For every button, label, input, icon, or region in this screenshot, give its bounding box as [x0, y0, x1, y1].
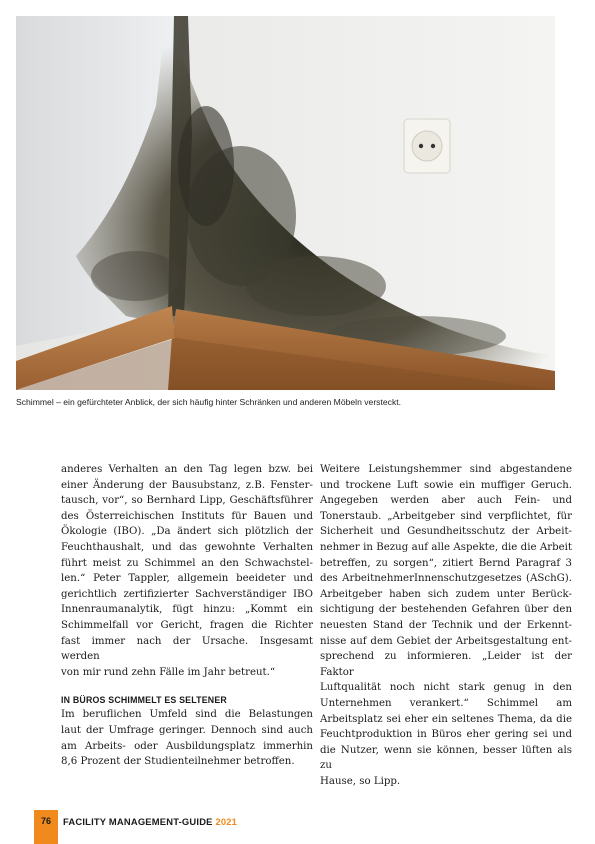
publication-year: 2021	[215, 816, 238, 827]
text-line: führt meist zu Schimmel an den Schwachstel-	[61, 557, 313, 569]
body-paragraph	[61, 462, 313, 680]
text-line: Hause, so Lipp.	[320, 775, 401, 787]
text-line: 8,6 Prozent der Studienteilnehmer betroffen.	[61, 756, 295, 768]
text-line: tausch, vor“, so Bernhard Lipp, Geschäftsführer	[61, 495, 313, 507]
text-line: Feuchtproduktion in Büros eher gering sei und	[320, 729, 572, 741]
text-line: Unternehmen verankert.“ Schimmel am	[320, 697, 572, 709]
text-line: betreffen, zu sorgen“, zitiert Bernd Paragraf 3	[320, 557, 572, 569]
text-line: anderes Verhalten an den Tag legen bzw. bei	[61, 464, 313, 475]
text-line: fast immer nach der Ursache. Insgesamt werden	[61, 635, 313, 663]
text-line: len.“ Peter Tappler, allgemein beeideter und	[61, 573, 313, 585]
text-line: des ArbeitnehmerInnenschutzgesetzes (ASchG).	[320, 573, 572, 585]
text-line: Feuchthaushalt, und das gewohnte Verhalten	[61, 541, 313, 553]
text-line: nehmer in Bezug auf alle Aspekte, die die Arbeit	[320, 541, 572, 553]
socket-icon	[404, 119, 450, 173]
text-line: Arbeitsplatz sei eher ein seltenes Thema, da die	[320, 713, 572, 725]
article-column-right	[320, 462, 572, 789]
text-line: sprechend zu informieren. „Leider ist der Faktor	[320, 651, 572, 678]
text-line: sichtigung der bestehenden Gefahren über den	[320, 604, 572, 616]
text-line: des Österreichischen Instituts für Bauen und	[61, 510, 313, 522]
text-line: Schimmelfall vor Gericht, fragen die Richter	[61, 619, 313, 631]
text-line: gerichtlich zertifizierter Sachverständiger IBO	[61, 588, 313, 600]
text-line: Ökologie (IBO). „Da ändert sich plötzlich der	[61, 526, 313, 538]
article-column-left	[61, 462, 313, 770]
page-number: 76	[40, 816, 51, 826]
text-line: Angegeben werden aber auch Fein- und	[320, 495, 572, 507]
text-line: Im beruflichen Umfeld sind die Belastungen	[61, 709, 313, 721]
text-line: am Arbeits- oder Ausbildungsplatz immerhin	[61, 740, 313, 752]
publication-title	[63, 816, 237, 827]
text-line: Innenraumanalytik, fügt hinzu: „Kommt ein	[61, 604, 313, 616]
photo-caption: Schimmel – ein gefürchteter Anblick, der sich häufig hinter Schränken und anderen Möbeln versteckt.	[16, 397, 402, 407]
mold-photo-illustration	[16, 16, 555, 390]
text-line: Tonerstaub. „Arbeitgeber sind verpflichtet, für	[320, 510, 572, 522]
body-paragraph	[61, 707, 313, 769]
page-footer	[0, 810, 595, 844]
text-line: Luftqualität noch nicht stark genug in den	[320, 682, 572, 694]
text-line: von mir rund zehn Fälle im Jahr betreut.“	[61, 666, 276, 678]
text-line: laut der Umfrage geringer. Dennoch sind auch	[61, 724, 313, 736]
text-line: und trockene Luft sowie ein muffiger Geruch.	[320, 479, 572, 491]
mold-photo	[16, 16, 555, 390]
text-line: Arbeitgeber haben sich zudem unter Berück-	[320, 588, 572, 600]
text-line: Sicherheit und Gesundheitsschutz der Arbeit-	[320, 526, 572, 538]
publication-name: FACILITY MANAGEMENT-GUIDE	[63, 816, 213, 827]
text-line: die Nutzer, wenn sie können, besser lüften als zu	[320, 744, 572, 772]
text-line: neuesten Stand der Technik und der Erkennt-	[320, 619, 572, 631]
section-subheading: IN BÜROS SCHIMMELT ES SELTENER	[61, 695, 227, 706]
text-line: einer Änderung der Bausubstanz, z.B. Fenster-	[61, 479, 313, 491]
page-number-box	[34, 810, 58, 844]
text-line: nisse auf dem Gebiet der Arbeitsgestaltung ent-	[320, 635, 572, 647]
body-paragraph	[320, 462, 572, 789]
text-line: Weitere Leistungshemmer sind abgestandene	[320, 464, 572, 475]
